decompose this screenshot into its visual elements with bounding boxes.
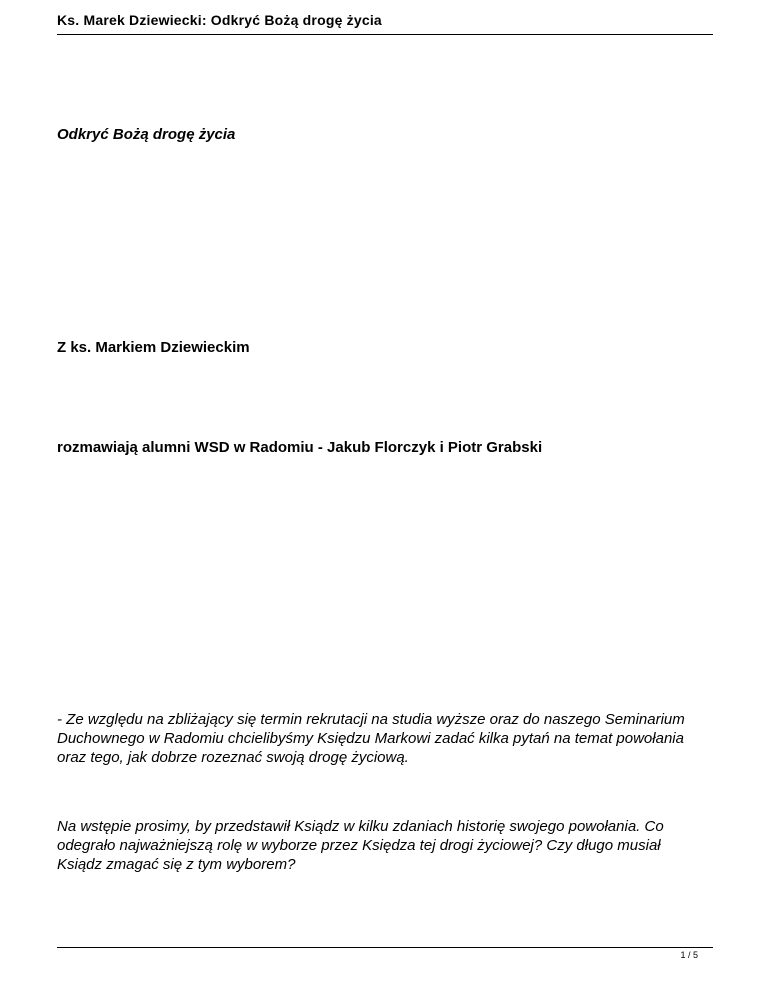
running-header-title: Ks. Marek Dziewiecki: Odkryć Bożą drogę życia bbox=[57, 12, 382, 28]
paragraph-question: Na wstępie prosimy, by przedstawił Ksiądz w kilku zdaniach historię swojego powołania. Co odegrało najważniejszą rolę w wyborze przez Księdza tej drogi życiowej? Czy długo musiał Ksiądz zmagać się z tym wyborem? bbox=[57, 818, 664, 873]
page-number: 1 / 5 bbox=[680, 950, 698, 960]
article-title: Odkryć Bożą drogę życia bbox=[57, 126, 236, 143]
paragraph-intro: - Ze względu na zbliżający się termin rekrutacji na studia wyższe oraz do naszego Seminarium Duchownego w Radomiu chcielibyśmy Księdzu Markowi zadać kilka pytań na temat powołania oraz tego, jak dobrze rozeznać swoją drogę życiową. bbox=[57, 711, 685, 766]
interviewers-line: rozmawiają alumni WSD w Radomiu - Jakub Florczyk i Piotr Grabski bbox=[57, 439, 543, 456]
header-divider bbox=[57, 34, 713, 35]
interviewee-line: Z ks. Markiem Dziewieckim bbox=[57, 339, 250, 356]
footer-divider bbox=[57, 947, 713, 948]
